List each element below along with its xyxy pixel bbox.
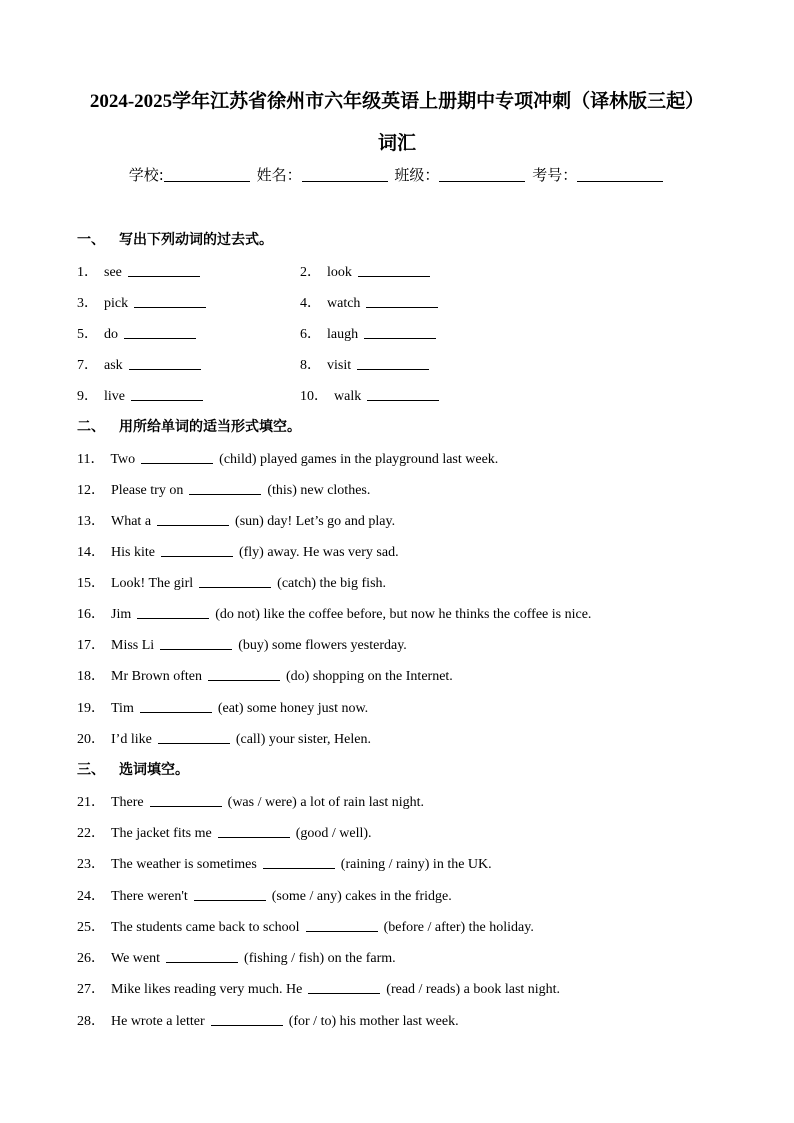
question-line: 16． Jim (do not) like the coffee before, but now he thinks the coffee is nice. [77, 607, 592, 622]
question-line: 21． There (was / were) a lot of rain last night. [77, 795, 424, 810]
page-subtitle: 词汇 [377, 133, 416, 154]
question-line: 26． We went (fishing / fish) on the farm. [77, 951, 396, 966]
answer-blank[interactable] [150, 794, 222, 807]
question-line: 15． Look! The girl (catch) the big fish. [77, 576, 387, 591]
list-item: 1． see [77, 261, 206, 281]
exam-number-label: 考号： [532, 166, 578, 184]
name-field[interactable] [302, 167, 388, 182]
answer-blank[interactable] [189, 482, 261, 495]
list-item: 4． watch [300, 292, 444, 312]
answer-blank[interactable] [158, 731, 230, 744]
section-number: 三、 [77, 762, 105, 778]
student-info-row [0, 164, 794, 185]
answer-blank[interactable] [137, 606, 209, 619]
answer-blank[interactable] [134, 295, 206, 308]
question-line: 23． The weather is sometimes (raining / rainy) in the UK. [77, 857, 492, 872]
answer-blank[interactable] [208, 668, 280, 681]
answer-blank[interactable] [160, 637, 232, 650]
school-field[interactable] [164, 167, 250, 182]
question-line: 12． Please try on (this) new clothes. [77, 483, 371, 498]
section-3-heading [77, 759, 189, 779]
page-title: 2024-2025学年江苏省徐州市六年级英语上册期中专项冲刺（译林版三起） [89, 91, 705, 112]
answer-blank[interactable] [140, 700, 212, 713]
section-title: 选词填空。 [119, 762, 189, 778]
section-number: 一、 [77, 232, 105, 248]
answer-blank[interactable] [367, 388, 439, 401]
answer-blank[interactable] [166, 950, 238, 963]
question-line: 17． Miss Li (buy) some flowers yesterday. [77, 638, 407, 653]
answer-blank[interactable] [218, 825, 290, 838]
answer-blank[interactable] [357, 357, 429, 370]
question-line: 13． What a (sun) day! Let’s go and play. [77, 514, 396, 529]
question-line: 27． Mike likes reading very much. He (read / reads) a book last night. [77, 982, 561, 997]
section-1-heading [77, 229, 273, 249]
list-item: 5． do [77, 323, 202, 343]
section-title: 用所给单词的适当形式填空。 [119, 419, 301, 435]
class-field[interactable] [439, 167, 525, 182]
list-item: 7． ask [77, 354, 207, 374]
answer-blank[interactable] [366, 295, 438, 308]
section-title: 写出下列动词的过去式。 [119, 232, 273, 248]
answer-blank[interactable] [306, 919, 378, 932]
answer-blank[interactable] [131, 388, 203, 401]
answer-blank[interactable] [161, 544, 233, 557]
answer-blank[interactable] [129, 357, 201, 370]
school-label: 学校: [128, 166, 164, 184]
answer-blank[interactable] [364, 326, 436, 339]
class-label: 班级： [394, 166, 440, 184]
name-label: 姓名： [256, 166, 302, 184]
question-line: 19． Tim (eat) some honey just now. [77, 701, 369, 716]
answer-blank[interactable] [358, 264, 430, 277]
question-line: 25． The students came back to school (before / after) the holiday. [77, 920, 534, 935]
section-number: 二、 [77, 419, 105, 435]
answer-blank[interactable] [199, 575, 271, 588]
question-line: 28． He wrote a letter (for / to) his mother last week. [77, 1014, 459, 1029]
question-line: 22． The jacket fits me (good / well). [77, 826, 372, 841]
list-item: 10． walk [300, 385, 445, 405]
answer-blank[interactable] [194, 888, 266, 901]
list-item: 8． visit [300, 354, 435, 374]
list-item: 2． look [300, 261, 436, 281]
answer-blank[interactable] [128, 264, 200, 277]
question-line: 11． Two (child) played games in the playground last week. [77, 452, 499, 467]
question-line: 18． Mr Brown often (do) shopping on the Internet. [77, 669, 453, 684]
question-line: 24． There weren't (some / any) cakes in the fridge. [77, 889, 452, 904]
list-item: 9． live [77, 385, 209, 405]
section-2-heading [77, 416, 301, 436]
list-item: 3． pick [77, 292, 212, 312]
question-line: 14． His kite (fly) away. He was very sad. [77, 545, 399, 560]
answer-blank[interactable] [157, 513, 229, 526]
question-line: 20． I’d like (call) your sister, Helen. [77, 732, 371, 747]
exam-number-field[interactable] [577, 167, 663, 182]
answer-blank[interactable] [263, 856, 335, 869]
list-item: 6． laugh [300, 323, 442, 343]
answer-blank[interactable] [308, 981, 380, 994]
answer-blank[interactable] [211, 1013, 283, 1026]
answer-blank[interactable] [124, 326, 196, 339]
answer-blank[interactable] [141, 451, 213, 464]
